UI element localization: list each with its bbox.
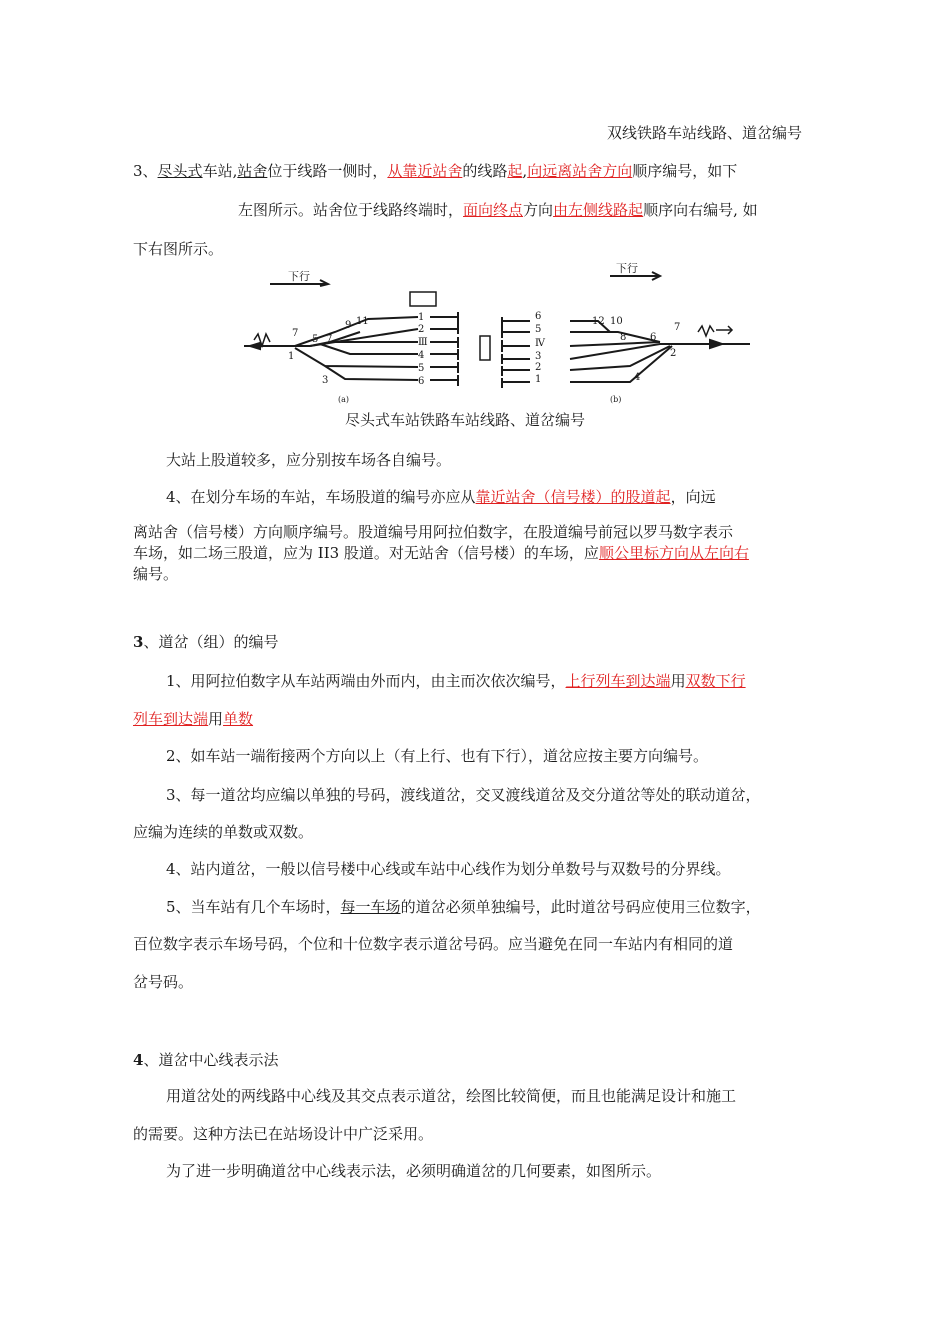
switch-label-r8: 8 xyxy=(620,332,627,343)
section-3-title: 、道岔（组）的编号 xyxy=(143,633,279,651)
text: 车场，如二场三股道，应为 II3 股道。对无站舍（信号楼）的车场，应 xyxy=(133,544,599,562)
text: 方向 xyxy=(523,201,554,219)
track-label-l2: 2 xyxy=(418,324,425,335)
figure-caption: 尽头式车站铁路车站线路、道岔编号 xyxy=(345,411,586,429)
track-label-r2: 2 xyxy=(535,362,542,373)
track-label-l5: 5 xyxy=(418,363,425,374)
sec4-para-1-line-1: 用道岔处的两线路中心线及其交点表示道岔，绘图比较简便，而且也能满足设计和施工 xyxy=(166,1087,737,1105)
station-building-left xyxy=(410,292,436,306)
track-6-left xyxy=(325,366,418,380)
section-3-heading xyxy=(133,632,278,652)
sec3-item-2: 2、如车站一端衔接两个方向以上（有上行、也有下行），道岔应按主要方向编号。 xyxy=(166,747,709,765)
dead-end-station-figure xyxy=(240,262,760,410)
text: 顺序编号，如下 xyxy=(632,162,738,180)
para-3-line-1 xyxy=(133,161,737,181)
text: 左图所示。站舍位于线路终端时， xyxy=(238,201,464,219)
track-5-right xyxy=(570,332,660,342)
highlight-odd: 单数 xyxy=(223,710,254,728)
track-5-left xyxy=(295,348,418,367)
text: 5、当车站有几个车场时， xyxy=(166,898,341,916)
para-4-line-2: 离站舍（信号楼）方向顺序编号。股道编号用阿拉伯数字，在股道编号前冠以罗马数字表示 xyxy=(133,523,734,541)
sublabel-a: (a) xyxy=(338,395,350,404)
highlight-km-direction: 顺公里标方向从左向右 xyxy=(598,544,749,562)
arrow-left-in xyxy=(250,343,260,349)
para-3-num: 3、 xyxy=(133,162,158,180)
text: 车站, xyxy=(202,162,238,180)
sec3-item-1-line-1 xyxy=(166,671,746,691)
para-4-line-1 xyxy=(166,487,716,507)
track-4-left xyxy=(320,344,418,354)
sec3-item-5-line-3: 岔号码。 xyxy=(133,973,194,991)
highlight-near-building: 从靠近站舍 xyxy=(387,162,463,180)
text: 4、在划分车场的车站，车场股道的编号亦应从 xyxy=(166,488,476,506)
switch-label-l3: 3 xyxy=(322,375,329,386)
para-4-line-4: 编号。 xyxy=(133,565,179,583)
switch-label-l1: 1 xyxy=(288,351,295,362)
para-3-line-3: 下右图所示。 xyxy=(133,240,224,258)
sec3-item-4: 4、站内道岔，一般以信号楼中心线或车站中心线作为划分单数号与双数号的分界线。 xyxy=(166,860,731,878)
para-4-line-3 xyxy=(133,543,749,563)
text: 顺序向右编号, 如 xyxy=(643,201,758,219)
track-label-r4: Ⅳ xyxy=(535,338,545,349)
track-label-r6: 6 xyxy=(535,311,542,322)
track-label-l3: Ⅲ xyxy=(418,337,428,348)
sec3-item-5-line-1 xyxy=(166,897,761,917)
sec3-item-5-line-2: 百位数字表示车场号码，个位和十位数字表示道岔号码。应当避免在同一车站内有相同的道 xyxy=(133,935,734,953)
arrow-right-in xyxy=(710,340,722,348)
term-each-yard: 每一车场 xyxy=(340,898,401,916)
text: , xyxy=(522,162,528,180)
section-4-num: 4 xyxy=(133,1051,144,1069)
header-title: 双线铁路车站线路、道岔编号 xyxy=(607,124,803,142)
para-big-station: 大站上股道较多，应分别按车场各自编号。 xyxy=(166,451,452,469)
switch-label-l7b: 7 xyxy=(326,334,333,345)
sec3-item-3-line-2: 应编为连续的单数或双数。 xyxy=(133,823,314,841)
track-2-right xyxy=(570,346,670,370)
text: 1、用阿拉伯数字从车站两端由外而内，由主而次依次编号， xyxy=(166,672,566,690)
switch-label-r4: 4 xyxy=(634,372,641,383)
highlight-left-track-start: 由左侧线路起 xyxy=(553,201,644,219)
direction-label-right: 下行 xyxy=(616,262,638,275)
highlight-away-direction: 向远离站舍方向 xyxy=(527,162,633,180)
highlight-face-terminal: 面向终点 xyxy=(463,201,524,219)
para-3-line-2 xyxy=(238,200,758,220)
track-label-r5: 5 xyxy=(535,324,542,335)
track-label-r3: 3 xyxy=(535,351,542,362)
track-label-r1: 1 xyxy=(535,374,542,385)
switch-label-l7a: 7 xyxy=(292,328,299,339)
switch-label-r10: 10 xyxy=(610,316,623,327)
track-label-l6: 6 xyxy=(418,376,425,387)
section-4-heading xyxy=(133,1050,278,1070)
sec4-para-2: 为了进一步明确道岔中心线表示法，必须明确道岔的几何要素，如图所示。 xyxy=(166,1162,662,1180)
break-symbol-right xyxy=(698,326,714,336)
text: ，向远 xyxy=(670,488,716,506)
track-label-l1: 1 xyxy=(418,312,425,323)
sec4-para-1-line-2: 的需要。这种方法已在站场设计中广泛采用。 xyxy=(133,1125,434,1143)
text: 位于线路一侧时， xyxy=(267,162,388,180)
text: 用 xyxy=(670,672,686,690)
text: 的线路 xyxy=(462,162,508,180)
switch-label-l5: 5 xyxy=(312,334,319,345)
switch-label-l9: 9 xyxy=(345,320,352,331)
term-station-building: 站舍 xyxy=(237,162,268,180)
text: 用 xyxy=(208,710,224,728)
switch-label-r2: 2 xyxy=(670,348,677,359)
direction-label-left: 下行 xyxy=(288,270,310,283)
highlight-even-down: 双数下行 xyxy=(685,672,746,690)
switch-label-r6: 6 xyxy=(650,332,657,343)
switch-label-r7: 7 xyxy=(674,322,681,333)
section-4-title: 、道岔中心线表示法 xyxy=(143,1051,279,1069)
station-building-right xyxy=(480,336,490,360)
term-dead-end: 尽头式 xyxy=(157,162,203,180)
text: 的道岔必须单独编号，此时道岔号码应使用三位数字， xyxy=(400,898,761,916)
sublabel-b: (b) xyxy=(610,395,622,404)
highlight-near-signal-building: 靠近站舍（信号楼）的股道起 xyxy=(475,488,671,506)
highlight-train-arrival-end: 列车到达端 xyxy=(133,710,209,728)
switch-label-l11: 11 xyxy=(356,316,369,327)
highlight-up-train-end: 上行列车到达端 xyxy=(565,672,671,690)
section-3-num: 3 xyxy=(133,633,144,651)
sec3-item-1-line-2 xyxy=(133,709,253,729)
track-label-l4: 4 xyxy=(418,350,425,361)
switch-label-r12: 12 xyxy=(592,316,605,327)
sec3-item-3-line-1: 3、每一道岔均应编以单独的号码，渡线道岔，交叉渡线道岔及交分道岔等处的联动道岔， xyxy=(166,786,761,804)
highlight-start: 起 xyxy=(507,162,523,180)
